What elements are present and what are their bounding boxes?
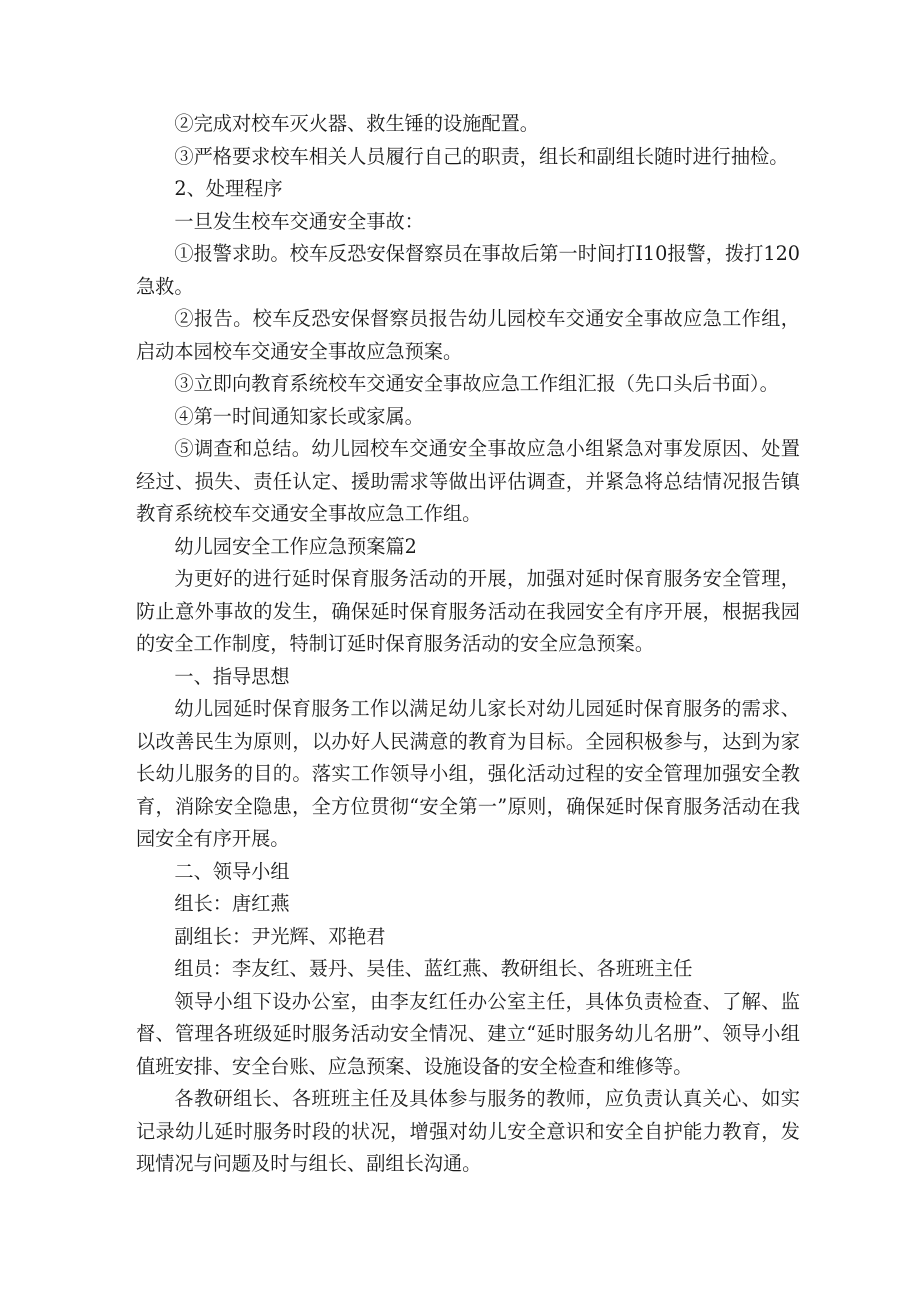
section-heading: 一、指导思想 <box>174 664 290 688</box>
paragraph: 领导小组下设办公室，由李友红任办公室主任，具体负责检查、了解、监督、管理各班级延时服务活动安全情况、建立“延时服务幼儿名册”、领导小组值班安排、安全台账、应急预案、设施设备的安全检查和维修等。 <box>136 989 800 1078</box>
document-body <box>136 108 800 1181</box>
section-heading: 2、处理程序 <box>174 177 283 200</box>
section-heading: 二、领导小组 <box>174 859 290 883</box>
paragraph: 组员：李友红、聂丹、吴佳、蓝红燕、教研组长、各班班主任 <box>174 957 693 980</box>
paragraph: 为更好的进行延时保育服务活动的开展，加强对延时保育服务安全管理，防止意外事故的发生，确保延时保育服务活动在我园安全有序开展，根据我园的安全工作制度，特制订延时保育服务活动的安全应急预案。 <box>136 567 800 655</box>
paragraph: 副组长：尹光辉、邓艳君 <box>174 924 386 948</box>
paragraph: 一旦发生校车交通安全事故： <box>174 209 424 233</box>
paragraph: ②完成对校车灭火器、救生锤的设施配置。 <box>174 112 539 135</box>
paragraph: ②报告。校车反恐安保督察员报告幼儿园校车交通安全事故应急工作组，启动本园校车交通安全事故应急预案。 <box>136 307 800 363</box>
paragraph: ①报警求助。校车反恐安保督察员在事故后第一时间打I10报警，拨打120急救。 <box>136 242 800 298</box>
paragraph: ③立即向教育系统校车交通安全事故应急工作组汇报（先口头后书面）。 <box>174 372 779 395</box>
paragraph: 组长：唐红燕 <box>174 892 290 915</box>
paragraph: ④第一时间通知家长或家属。 <box>174 404 424 428</box>
paragraph: 各教研组长、各班班主任及具体参与服务的教师，应负责认真关心、如实记录幼儿延时服务时段的状况，增强对幼儿安全意识和安全自护能力教育，发现情况与问题及时与组长、副组长沟通。 <box>136 1087 800 1175</box>
paragraph: 幼儿园延时保育服务工作以满足幼儿家长对幼儿园延时保育服务的需求、以改善民生为原则，以办好人民满意的教育为目标。全园积极参与，达到为家长幼儿服务的目的。落实工作领导小组，强化活动过程的安全管理加强安全教育，消除安全隐患，全方位贯彻“安全第一”原则，确保延时保育服务活动在我园安全有序开展。 <box>136 697 800 850</box>
article-title: 幼儿园安全工作应急预案篇2 <box>174 534 417 558</box>
paragraph: ③严格要求校车相关人员履行自己的职责，组长和副组长随时进行抽检。 <box>174 144 789 168</box>
paragraph: ⑤调查和总结。幼儿园校车交通安全事故应急小组紧急对事发原因、处置经过、损失、责任认定、援助需求等做出评估调查，并紧急将总结情况报告镇教育系统校车交通安全事故应急工作组。 <box>136 437 800 525</box>
